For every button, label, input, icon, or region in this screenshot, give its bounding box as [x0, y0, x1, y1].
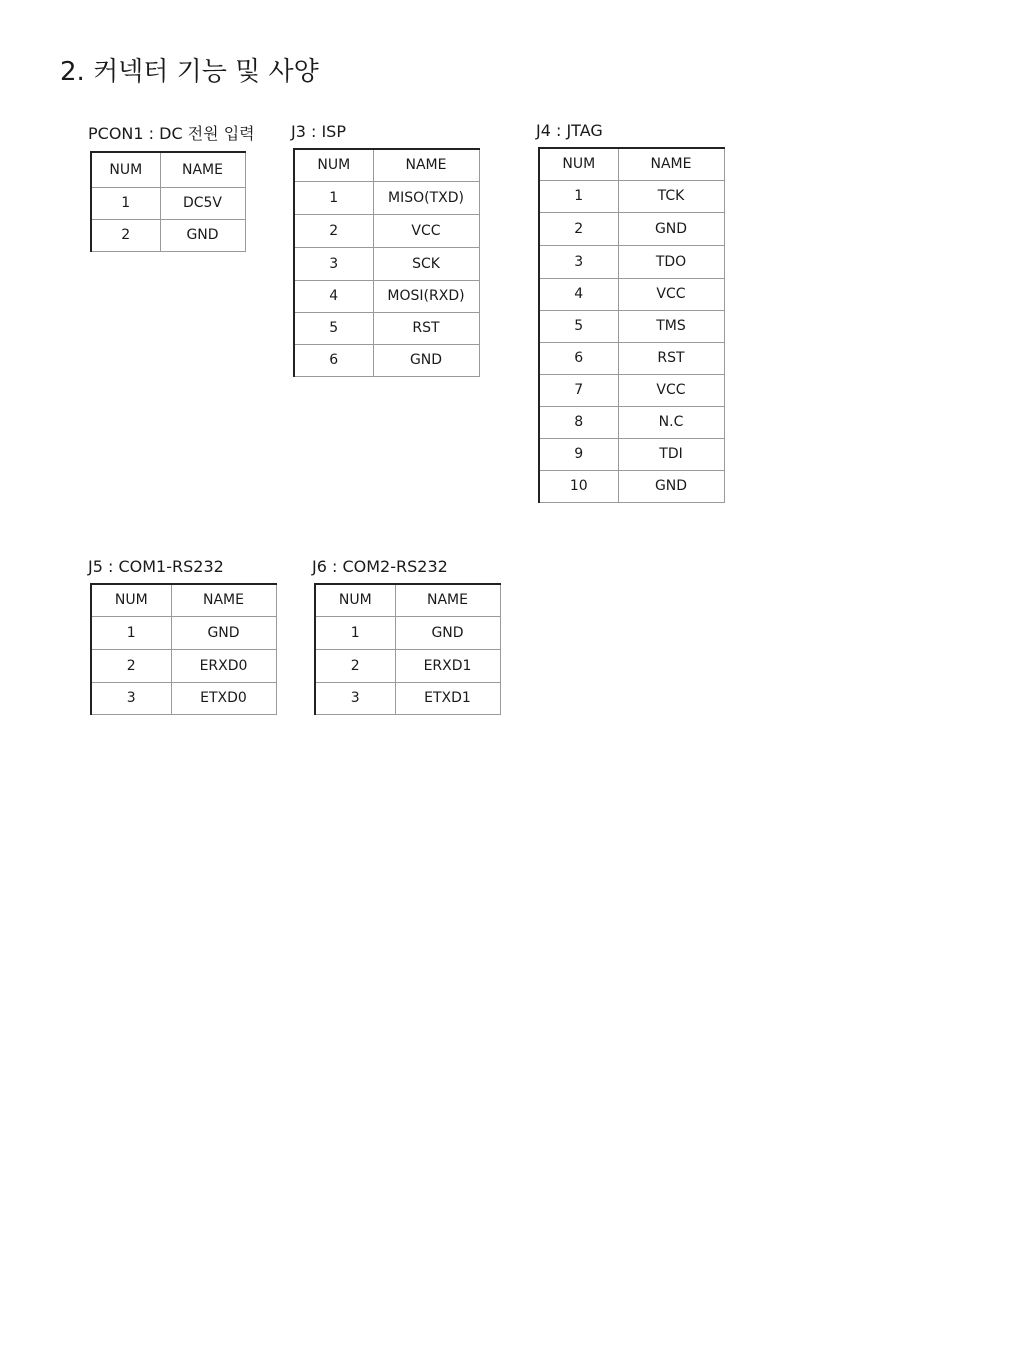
num-header: NUM — [91, 584, 171, 616]
pin-name: GND — [373, 344, 479, 376]
num-header: NUM — [91, 152, 160, 187]
pin-name: GND — [395, 616, 500, 649]
j4-table — [538, 147, 725, 503]
j5-table — [90, 583, 277, 715]
pin-num: 5 — [539, 310, 618, 342]
pin-num: 2 — [91, 649, 171, 682]
table-row — [294, 312, 479, 344]
table-row — [315, 649, 500, 682]
table-row — [91, 219, 245, 251]
name-header: NAME — [171, 584, 276, 616]
num-header: NUM — [539, 148, 618, 180]
num-header: NUM — [315, 584, 395, 616]
table-row — [539, 438, 724, 470]
table-row — [539, 212, 724, 245]
table-header-row — [315, 584, 500, 616]
pin-num: 7 — [539, 374, 618, 406]
pin-num: 4 — [539, 278, 618, 310]
pin-num: 3 — [91, 682, 171, 714]
table-row — [91, 187, 245, 219]
pin-name: SCK — [373, 247, 479, 280]
pin-name: RST — [373, 312, 479, 344]
pin-name: MISO(TXD) — [373, 181, 479, 214]
table-row — [315, 616, 500, 649]
table-row — [539, 278, 724, 310]
j3-table — [293, 148, 480, 377]
pin-name: ETXD1 — [395, 682, 500, 714]
table-row — [539, 342, 724, 374]
pin-name: GND — [160, 219, 245, 251]
pin-name: GND — [618, 212, 724, 245]
pin-name: ERXD1 — [395, 649, 500, 682]
pin-name: VCC — [618, 374, 724, 406]
pin-name: GND — [171, 616, 276, 649]
table-header-row — [91, 152, 245, 187]
pcon1-table — [90, 151, 246, 252]
table-row — [539, 245, 724, 278]
pin-name: ERXD0 — [171, 649, 276, 682]
pin-name: GND — [618, 470, 724, 502]
name-header: NAME — [160, 152, 245, 187]
pin-num: 3 — [539, 245, 618, 278]
pin-num: 2 — [91, 219, 160, 251]
pin-name: RST — [618, 342, 724, 374]
pin-name: VCC — [373, 214, 479, 247]
pin-num: 6 — [294, 344, 373, 376]
pin-num: 10 — [539, 470, 618, 502]
pin-num: 5 — [294, 312, 373, 344]
pin-num: 1 — [294, 181, 373, 214]
pin-num: 2 — [315, 649, 395, 682]
table-row — [539, 310, 724, 342]
pin-num: 8 — [539, 406, 618, 438]
j6-table — [314, 583, 501, 715]
pin-num: 3 — [294, 247, 373, 280]
pcon1-caption: PCON1 : DC 전원 입력 — [88, 124, 255, 143]
pin-num: 1 — [91, 187, 160, 219]
pin-name: ETXD0 — [171, 682, 276, 714]
j5-caption: J5 : COM1-RS232 — [88, 557, 224, 576]
table-row — [294, 214, 479, 247]
table-row — [294, 344, 479, 376]
pin-name: DC5V — [160, 187, 245, 219]
pin-name: TDO — [618, 245, 724, 278]
pin-name: TMS — [618, 310, 724, 342]
table-row — [91, 649, 276, 682]
pin-name: N.C — [618, 406, 724, 438]
table-row — [91, 682, 276, 714]
table-row — [539, 470, 724, 502]
name-header: NAME — [373, 149, 479, 181]
j4-caption: J4 : JTAG — [536, 121, 603, 140]
pin-num: 4 — [294, 280, 373, 312]
j6-caption: J6 : COM2-RS232 — [312, 557, 448, 576]
table-header-row — [294, 149, 479, 181]
table-row — [539, 374, 724, 406]
pin-num: 3 — [315, 682, 395, 714]
pin-num: 6 — [539, 342, 618, 374]
j3-caption: J3 : ISP — [291, 122, 346, 141]
table-row — [294, 247, 479, 280]
page-title: 2. 커넥터 기능 및 사양 — [60, 57, 319, 87]
pin-num: 2 — [539, 212, 618, 245]
pin-num: 9 — [539, 438, 618, 470]
pin-name: TCK — [618, 180, 724, 212]
num-header: NUM — [294, 149, 373, 181]
pin-num: 2 — [294, 214, 373, 247]
table-header-row — [539, 148, 724, 180]
table-header-row — [91, 584, 276, 616]
name-header: NAME — [618, 148, 724, 180]
pin-num: 1 — [539, 180, 618, 212]
table-row — [91, 616, 276, 649]
pin-num: 1 — [91, 616, 171, 649]
pin-name: TDI — [618, 438, 724, 470]
table-row — [294, 280, 479, 312]
table-row — [315, 682, 500, 714]
name-header: NAME — [395, 584, 500, 616]
pin-name: MOSI(RXD) — [373, 280, 479, 312]
table-row — [539, 406, 724, 438]
pin-num: 1 — [315, 616, 395, 649]
table-row — [294, 181, 479, 214]
table-row — [539, 180, 724, 212]
pin-name: VCC — [618, 278, 724, 310]
